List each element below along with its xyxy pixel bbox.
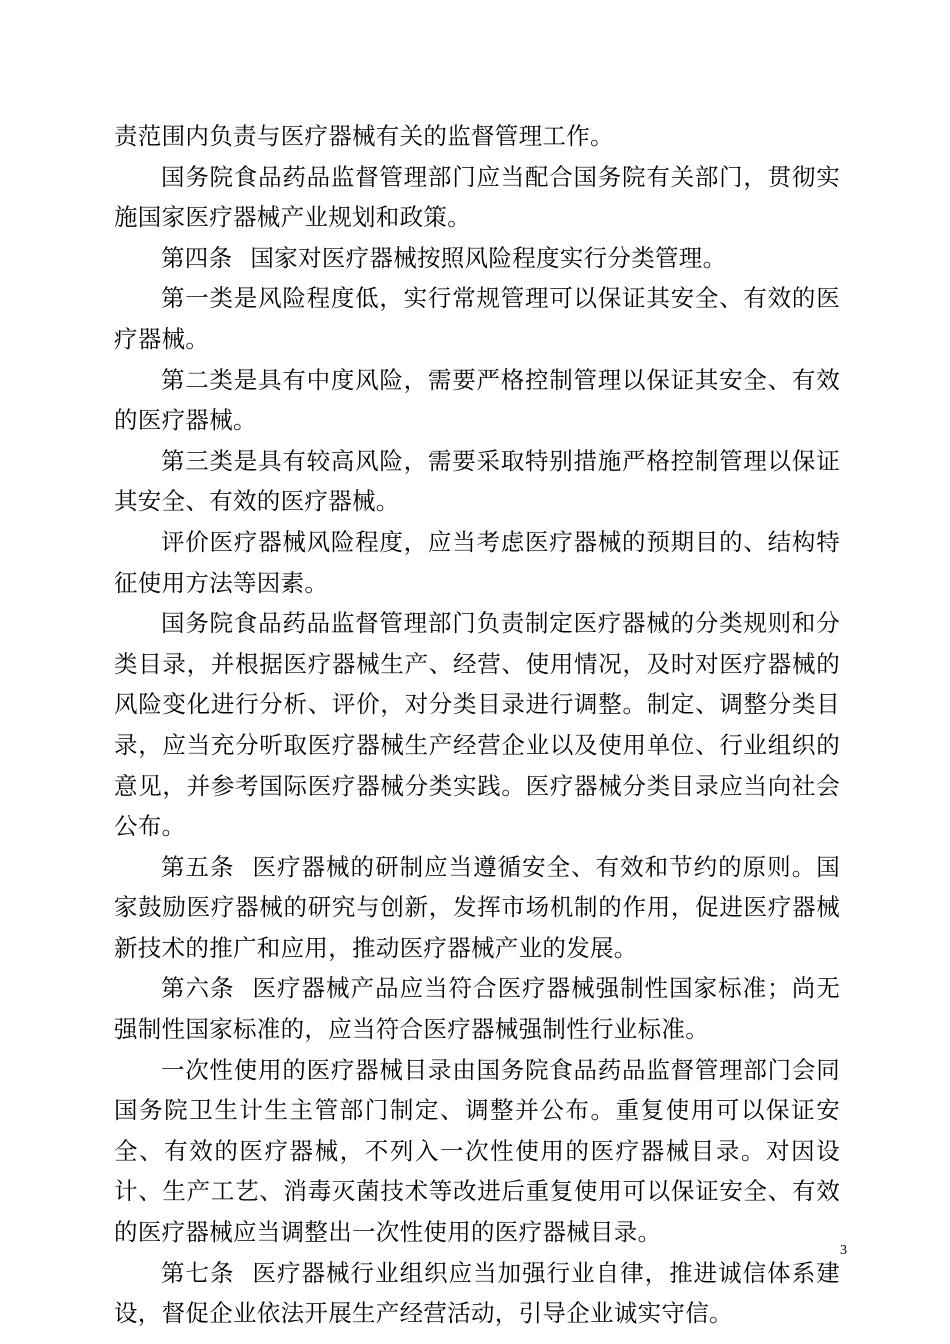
paragraph-class-one: 第一类是风险程度低，实行常规管理可以保证其安全、有效的医疗器械。	[114, 284, 840, 353]
article-number: 第六条	[161, 974, 235, 1003]
paragraph-class-three: 第三类是具有较高风险，需要采取特别措施严格控制管理以保证其安全、有效的医疗器械。	[114, 446, 840, 516]
paragraph-continuation: 责范围内负责与医疗器械有关的监督管理工作。	[114, 122, 614, 150]
article-text: 医疗器械的研制应当遵循安全、有效和节约的原则。国家鼓励医疗器械的研究与创新，发挥市场机制的作用，促进医疗器械新技术的推广和应用，推动医疗器械产业的发展。	[114, 852, 840, 962]
article-6	[114, 968, 840, 1049]
page-number: 3	[840, 1243, 847, 1258]
paragraph-national-planning: 国务院食品药品监督管理部门应当配合国务院有关部门，贯彻实施国家医疗器械产业规划和政策。	[114, 162, 840, 232]
article-7	[114, 1253, 840, 1334]
paragraph-single-use-catalog: 一次性使用的医疗器械目录由国务院食品药品监督管理部门会同国务院卫生计生主管部门制定、调整并公布。重复使用可以保证安全、有效的医疗器械，不列入一次性使用的医疗器械目录。对因设计、生产工艺、消毒灭菌技术等改进后重复使用可以保证安全、有效的医疗器械应当调整出一次性使用的医疗器械目录。	[114, 1055, 840, 1247]
article-text: 医疗器械产品应当符合医疗器械强制性国家标准；尚无强制性国家标准的，应当符合医疗器械强制性行业标准。	[114, 974, 840, 1044]
article-number: 第七条	[161, 1258, 235, 1287]
paragraph-class-two: 第二类是具有中度风险，需要严格控制管理以保证其安全、有效的医疗器械。	[114, 365, 840, 435]
paragraph-classification-catalog: 国务院食品药品监督管理部门负责制定医疗器械的分类规则和分类目录，并根据医疗器械生产、经营、使用情况，及时对医疗器械的风险变化进行分析、评价，对分类目录进行调整。制定、调整分类目录，应当充分听取医疗器械生产经营企业以及使用单位、行业组织的意见，并参考国际医疗器械分类实践。医疗器械分类目录应当向社会公布。	[114, 609, 840, 841]
article-4	[114, 238, 840, 279]
article-5	[114, 847, 840, 969]
article-number: 第四条	[161, 243, 233, 272]
article-number: 第五条	[161, 852, 235, 881]
article-text: 医疗器械行业组织应当加强行业自律，推进诚信体系建设，督促企业依法开展生产经营活动，引导企业诚实守信。	[114, 1258, 840, 1328]
paragraph-risk-evaluation: 评价医疗器械风险程度，应当考虑医疗器械的预期目的、结构特征使用方法等因素。	[114, 527, 840, 597]
article-text: 国家对医疗器械按照风险程度实行分类管理。	[250, 243, 727, 272]
document-body	[114, 116, 840, 1334]
